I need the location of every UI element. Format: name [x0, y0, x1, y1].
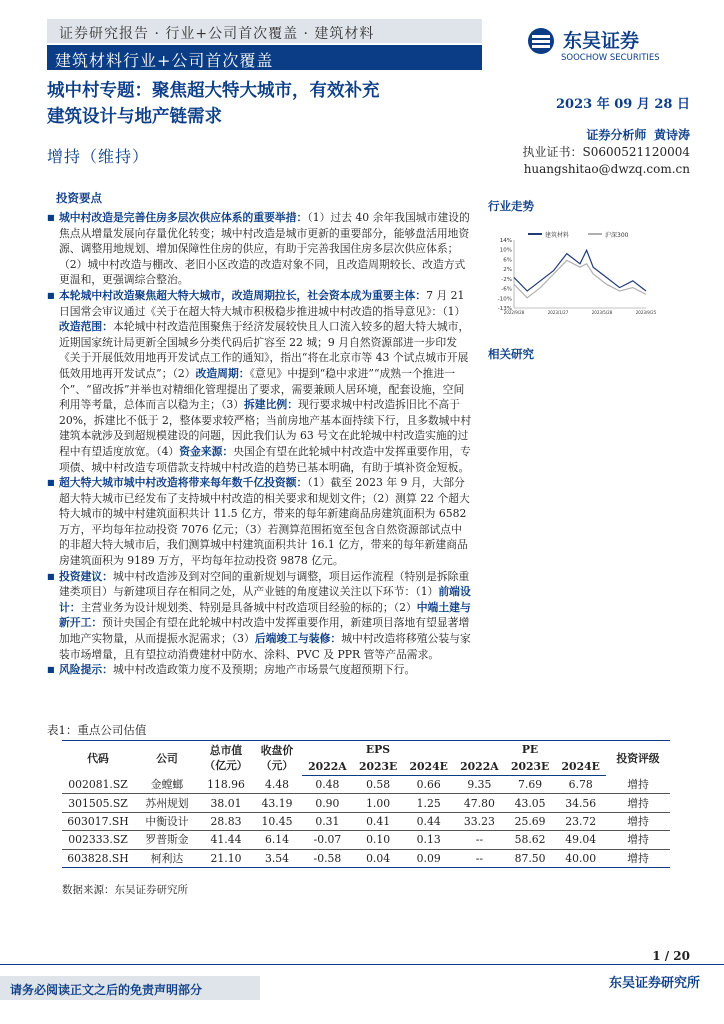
valuation-table-body — [62, 776, 670, 868]
cell-company: 柯利达 — [134, 849, 200, 867]
y-tick-label: 6% — [503, 257, 512, 264]
cell-eps2: 0.58 — [353, 776, 404, 794]
cell-pe2: 25.69 — [505, 812, 556, 830]
cell-pe1: 47.80 — [454, 794, 505, 812]
page-number: 1 / 20 — [652, 949, 690, 963]
cell-company: 中衡设计 — [134, 812, 200, 830]
key-points-body — [47, 210, 472, 678]
report-category-bar — [47, 19, 482, 43]
cell-pe1: -- — [454, 849, 505, 867]
cell-code: 301505.SZ — [62, 794, 134, 812]
table-row — [62, 849, 670, 867]
cell-mcap: 21.10 — [200, 849, 252, 867]
institute-name: 东吴证券研究所 — [608, 976, 700, 991]
y-tick-label: 2% — [503, 267, 512, 274]
col-eps: EPS — [302, 741, 454, 759]
cell-price: 6.14 — [252, 831, 302, 849]
disclaimer-bar — [0, 976, 260, 1000]
col-eps-y3: 2024E — [403, 758, 454, 776]
cell-code: 002081.SZ — [62, 776, 134, 794]
y-tick-label: 10% — [499, 247, 512, 254]
analyst-cert: 执业证书：S0600521120004 — [522, 145, 690, 159]
series-line-benchmark — [514, 260, 646, 297]
cell-pe1: 33.23 — [454, 812, 505, 830]
report-rating: 增持（维持） — [47, 147, 150, 166]
cell-price: 43.19 — [252, 794, 302, 812]
trend-heading: 行业走势 — [488, 199, 534, 213]
cell-eps3: 0.13 — [403, 831, 454, 849]
cell-code: 603828.SH — [62, 849, 134, 867]
cell-pe2: 7.69 — [505, 776, 556, 794]
cell-rating: 增持 — [606, 776, 670, 794]
cell-eps2: 0.41 — [353, 812, 404, 830]
table-row — [62, 776, 670, 794]
industry-trend-chart — [488, 230, 698, 315]
y-tick-label: 14% — [499, 238, 512, 244]
analyst-label: 证券分析师 — [586, 128, 647, 142]
x-tick-label: 2023/9/25 — [635, 310, 657, 315]
footer-divider — [0, 964, 724, 965]
logo-en: SOOCHOW SECURITIES — [561, 53, 660, 63]
cell-rating: 增持 — [606, 812, 670, 830]
cell-mcap: 118.96 — [200, 776, 252, 794]
y-tick-label: -10% — [497, 296, 512, 303]
cell-price: 3.54 — [252, 849, 302, 867]
cell-pe3: 23.72 — [555, 812, 606, 830]
col-pe-y1: 2022A — [454, 758, 505, 776]
cell-company: 罗普斯金 — [134, 831, 200, 849]
cell-eps2: 0.10 — [353, 831, 404, 849]
analyst-line — [500, 127, 690, 144]
col-pe-y2: 2023E — [505, 758, 556, 776]
y-tick-label: -6% — [501, 286, 512, 293]
x-tick-label: 2023/1/27 — [547, 310, 569, 315]
cell-price: 10.45 — [252, 812, 302, 830]
col-pe: PE — [454, 741, 606, 759]
coverage-banner — [47, 45, 482, 70]
col-eps-y1: 2022A — [302, 758, 353, 776]
point-2: ■ 本轮城中村改造聚焦超大特大城市，改造周期拉长，社会资本成为重要主体：7 月 21 日国常会审议通过《关于在超大特大城市积极稳步推进城中村改造的指导意见》：（1）改造范围：本轮城中村改造范围聚焦于经济发展较快且人口流入较多的超大特大城市，近期国家统计局更新全国城乡分类代码后扩容至 22 城；9 月自然资源部进一步印发《关于开展低效用地再开发试点工作的通知》，指出“将在北京市等 43 个试点城市开展低效用地再开发试点”；（2）改造周期：《意见》中提到“稳中求进”“成熟一个推进一个”、“留改拆”并举也对精细化管理提出了要求，需要兼顾人居环境，配套设施，空间利用等考量，总体而言以稳为主；（3）拆建比例：现行要求城中村改造拆旧比不高于 20%，拆建比不低于 2，整体要求较严格；当前房地产基本面持续下行，且多数城中村建筑本就涉及到超规模建设的问题，因此我们认为 63 号文在此轮城中村改造实施的过程中有望适度放宽。（4）资金来源：央国企有望在此轮城中村改造中发挥重要作用，专项债、城中村改造专项借款支持城中村改造的趋势已基本明确，有助于填补资金短板。 — [47, 288, 472, 475]
key-points-heading: 投资要点 — [56, 191, 102, 205]
valuation-table — [62, 740, 670, 868]
company-logo — [525, 23, 700, 63]
table-row — [62, 794, 670, 812]
cell-rating: 增持 — [606, 794, 670, 812]
series-line-industry — [514, 250, 646, 291]
col-mcap: 总市值（亿元） — [200, 741, 252, 776]
point-1: ■ 城中村改造是完善住房多层次供应体系的重要举措：（1）过去 40 余年我国城市建设的焦点从增量发展向存量优化转变；城中村改造是城市更新的重要部分，能够盘活用地资源、调整用地规划、增加保障性住房的供应，有助于完善我国住房多层次供应体系；（2）城中村改造与棚改、老旧小区改造的改造对象不同，且改造周期较长、改造方式更温和，更强调综合整治。 — [47, 210, 472, 288]
cell-eps1: 0.90 — [302, 794, 353, 812]
cell-eps1: 0.31 — [302, 812, 353, 830]
x-tick-label: 2022/9/28 — [503, 310, 525, 315]
col-company: 公司 — [134, 741, 200, 776]
col-price: 收盘价（元） — [252, 741, 302, 776]
col-code: 代码 — [62, 741, 134, 776]
y-tick-label: -13% — [497, 306, 512, 312]
cell-mcap: 38.01 — [200, 794, 252, 812]
table-row — [62, 812, 670, 830]
cell-price: 4.48 — [252, 776, 302, 794]
logo-mark-icon — [525, 23, 700, 63]
cell-pe2: 43.05 — [505, 794, 556, 812]
legend-label: 沪深300 — [605, 232, 629, 239]
point-3: ■ 超大特大城市城中村改造将带来每年数千亿投资额：（1）截至 2023 年 9 月，大部分超大特大城市已经发布了支持城中村改造的相关要求和规划文件；（2）测算 22 个超大特大城市的城中村建筑面积共计 11.5 亿方，带来的每年新建商品房建筑面积为 6582 万方，平均每年拉动投资 7076 亿元；（3）若测算范围拓宽至包含自然资源部试点中的非超大特大城市后，我们测算城中村建筑面积共计 16.1 亿方，带来的每年新建商品房建筑面积为 9189 万方，平均每年拉动投资 9878 亿元。 — [47, 475, 472, 569]
cell-company: 苏州规划 — [134, 794, 200, 812]
table-row — [62, 831, 670, 849]
x-tick-label: 2023/5/28 — [591, 310, 613, 315]
cell-pe3: 49.04 — [555, 831, 606, 849]
table-caption: 表1：重点公司估值 — [47, 723, 147, 737]
cell-eps1: -0.07 — [302, 831, 353, 849]
related-research-heading: 相关研究 — [488, 347, 534, 361]
cell-mcap: 28.83 — [200, 812, 252, 830]
cell-eps3: 0.44 — [403, 812, 454, 830]
analyst-name: 黄诗涛 — [653, 128, 690, 142]
analyst-info — [500, 127, 690, 178]
cell-rating: 增持 — [606, 849, 670, 867]
y-tick-label: -2% — [501, 276, 512, 283]
cell-eps3: 0.09 — [403, 849, 454, 867]
cell-mcap: 41.44 — [200, 831, 252, 849]
cell-code: 002333.SZ — [62, 831, 134, 849]
col-rating: 投资评级 — [606, 741, 670, 776]
report-title — [47, 78, 487, 130]
legend-label: 建筑材料 — [545, 232, 570, 239]
cell-pe2: 87.50 — [505, 849, 556, 867]
cell-eps1: -0.58 — [302, 849, 353, 867]
trend-chart-svg — [488, 230, 698, 315]
point-5: ■ 风险提示：城中村改造政策力度不及预期；房地产市场景气度超预期下行。 — [47, 662, 472, 678]
col-eps-y2: 2023E — [353, 758, 404, 776]
cell-pe3: 6.78 — [555, 776, 606, 794]
analyst-email[interactable]: huangshitao@dwzq.com.cn — [523, 162, 690, 176]
cell-company: 金螳螂 — [134, 776, 200, 794]
cell-eps2: 1.00 — [353, 794, 404, 812]
table-source: 数据来源：东吴证券研究所 — [62, 884, 188, 896]
cell-eps1: 0.48 — [302, 776, 353, 794]
report-category: 证券研究报告 · 行业+公司首次覆盖 · 建筑材料 — [59, 26, 375, 42]
cell-rating: 增持 — [606, 831, 670, 849]
cell-code: 603017.SH — [62, 812, 134, 830]
cell-eps3: 0.66 — [403, 776, 454, 794]
cell-eps2: 0.04 — [353, 849, 404, 867]
disclaimer-text: 请务必阅读正文之后的免责声明部分 — [10, 983, 203, 997]
report-date: 2023 年 09 月 28 日 — [556, 97, 690, 112]
cell-pe1: 9.35 — [454, 776, 505, 794]
coverage-banner-text: 建筑材料行业+公司首次覆盖 — [55, 51, 274, 70]
point-4: ■ 投资建议：城中村改造涉及到对空间的重新规划与调整，项目运作流程（特别是拆除重建类项目）与新建项目存在相同之处，从产业链的角度建议关注以下环节：（1）前端设计：主营业务为设计规划类、特别是具备城中村改造项目经验的标的；（2）中端土建与新开工：预计央国企有望在此轮城中村改造中发挥重要作用，新建项目落地有望显著增加地产实物量，从而提振水泥需求；（3）后端竣工与装修：城中村改造将移殖公装与家装市场增量，且有望拉动消费建材中防水、涂料、PVC 及 PPR 管等产品需求。 — [47, 569, 472, 663]
cell-pe3: 40.00 — [555, 849, 606, 867]
report-title-line2: 建筑设计与地产链需求 — [47, 107, 222, 127]
cell-eps3: 1.25 — [403, 794, 454, 812]
cell-pe2: 58.62 — [505, 831, 556, 849]
cell-pe3: 34.56 — [555, 794, 606, 812]
cell-pe1: -- — [454, 831, 505, 849]
logo-cn: 东吴证券 — [563, 30, 640, 52]
report-title-line1: 城中村专题：聚焦超大特大城市，有效补充 — [47, 81, 380, 101]
col-pe-y3: 2024E — [555, 758, 606, 776]
